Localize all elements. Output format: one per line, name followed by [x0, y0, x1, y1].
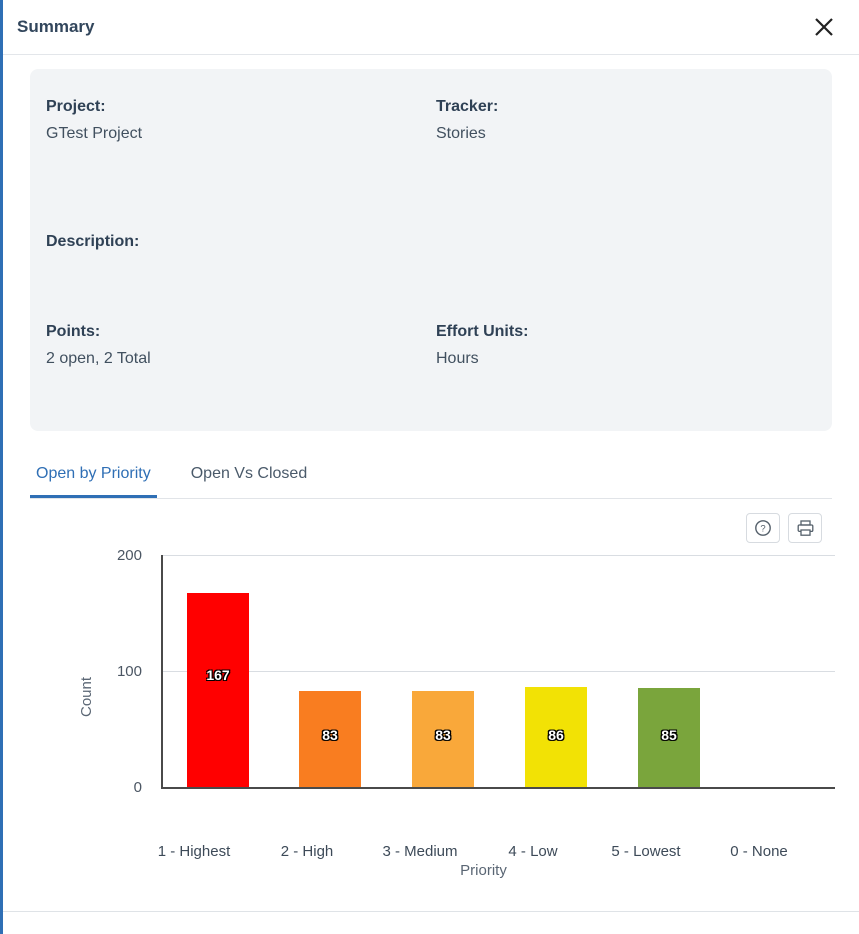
summary-info-panel: [30, 69, 832, 431]
bar-value-label: 83: [322, 727, 338, 743]
description-spacer: [436, 229, 816, 255]
chart-container: [30, 499, 832, 889]
chart-toolbar: [746, 513, 822, 543]
x-tick-5-lowest: 5 - Lowest: [611, 843, 681, 860]
bar-2-high[interactable]: [299, 691, 361, 787]
x-tick-2-high: 2 - High: [280, 843, 334, 860]
bar-value-label: 83: [435, 727, 451, 743]
chart-plot: [30, 547, 835, 860]
svg-text:?: ?: [760, 523, 766, 535]
bar-value-label: 167: [206, 667, 230, 683]
points-value: 2 open, 2 Total: [46, 350, 151, 367]
description-label: Description:: [46, 233, 140, 250]
bar-value-label: 86: [548, 727, 564, 743]
description-field: [46, 229, 436, 255]
x-tick-0-none: 0 - None: [730, 843, 788, 860]
bar-4-low[interactable]: [525, 687, 587, 787]
points-label: Points:: [46, 323, 101, 340]
project-label: Project:: [46, 98, 106, 115]
bars-group: [163, 555, 835, 787]
y-tick-200: 200: [116, 547, 142, 564]
help-icon[interactable]: [746, 513, 780, 543]
project-field: [46, 94, 436, 148]
x-tick-3-medium: 3 - Medium: [382, 843, 458, 860]
x-tick-4-low: 4 - Low: [508, 843, 558, 860]
x-tick-1-highest: 1 - Highest: [157, 843, 231, 860]
page-title: Summary: [17, 17, 95, 36]
tracker-field: [436, 94, 816, 148]
bar-1-highest[interactable]: [187, 593, 249, 787]
dialog-header: [3, 0, 859, 55]
tracker-label: Tracker:: [436, 98, 499, 115]
bar-value-label: 85: [661, 727, 677, 743]
bar-5-lowest[interactable]: [638, 688, 700, 787]
print-icon[interactable]: [788, 513, 822, 543]
y-tick-0: 0: [133, 779, 142, 796]
x-axis-line: [161, 787, 835, 789]
tab-open-by-priority[interactable]: Open by Priority: [30, 465, 157, 498]
effort-units-field: [436, 319, 816, 373]
project-value: GTest Project: [46, 125, 143, 142]
x-axis-title: Priority: [460, 862, 507, 879]
effort-units-label: Effort Units:: [436, 323, 529, 340]
tracker-value: Stories: [436, 125, 486, 142]
footer-divider: [3, 911, 859, 912]
y-axis-title: Count: [78, 676, 95, 718]
tab-open-vs-closed[interactable]: Open Vs Closed: [190, 465, 308, 482]
y-tick-100: 100: [116, 663, 142, 680]
chart-tabs: [30, 453, 832, 499]
effort-units-value: Hours: [436, 350, 479, 367]
bar-3-medium[interactable]: [412, 691, 474, 787]
points-field: [46, 319, 436, 373]
close-icon[interactable]: [809, 12, 839, 42]
